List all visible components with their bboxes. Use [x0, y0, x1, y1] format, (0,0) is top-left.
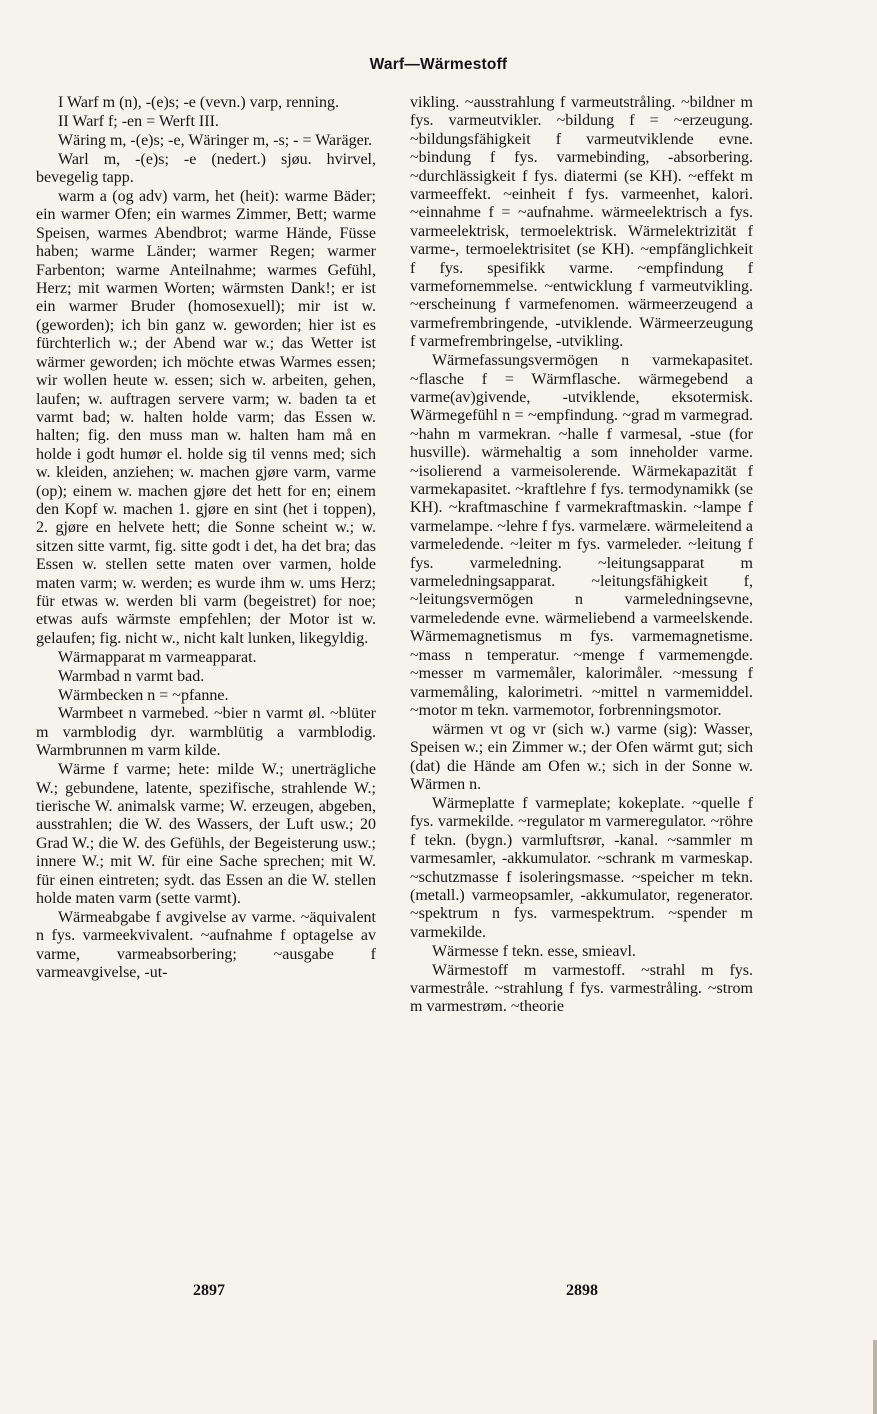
entry-waermen: wärmen vt og vr (sich w.) varme (sig): Wasser, Speisen w.; ein Zimmer w.; der Ofen wärmt gut; sich (dat) die Hände am Ofen w.; sich in der Sonne w. Wärmen n. [410, 720, 753, 794]
page-header-title: Warf—Wärmestoff [369, 56, 508, 73]
entry-warmbecken: Wärmbecken n = ~pfanne. [58, 686, 229, 704]
entry-warmbeet: Warmbeet n varmebed. ~bier n varmt øl. ~blüter m varmblodig dyr. warmblütig a varmblodig. Warmbrunnen m varm kilde. [36, 705, 376, 760]
entry-warl: Warl m, -(e)s; -e (nedert.) sjøu. hvirvel, bevegelig tapp. [36, 150, 376, 187]
entry-warf-2: II Warf f; -en = Werft III. [58, 112, 219, 130]
entry-waermesse: Wärmesse f tekn. esse, smieavl. [432, 942, 636, 960]
entry-warm: warm a (og adv) varm, het (heit): warme Bäder; ein warmer Ofen; ein warmes Zimmer, Bett; warme Speisen, warmes Abendbrot; warme Hände, Füsse haben; warme Länder; warmer Regen; warmer Farbenton; warme Anteilnahme; warmes Gefühl, Herz; mit warmen Worten; wärmsten Dank!; er ist ein warmer Bruder (homosexuell); mir ist w. (geworden); ich bin ganz w. geworden; hier ist es fürchterlich w.; der Abend war w.; das Wetter ist wärmer geworden; ich möchte etwas Warmes essen; wir wollen heute w. essen; sich w. arbeiten, gehen, laufen; w. auftragen servere varm; w. baden ta et varmt bad; w. halten holde varm; das Essen w. halten; fig. den muss man w. halten ham må en holde i godt humør el. holde sig til venns med; sich w. kleiden, anziehen; w. machen gjøre varm, varme (op); einem w. machen gjøre det hett for en; einem den Kopf w. machen 1. gjøre en sint (het i toppen), 2. gjøre en helvete hett; die Sonne scheint w.; w. sitzen sitte varmt, fig. sitte godt i det, ha det bra; das Essen w. stellen sette maten over varmen, holde maten varm; w. werden; es wurde ihm w. ums Herz; für etwas w. werden bli varm (begeistret) for noe; etwas aufs wärmste empfehlen; der Motor ist w. gelaufen; fig. nicht w., nicht kalt lunken, likegyldig. [36, 188, 376, 647]
page-number-left: 2897 [193, 1282, 225, 1299]
left-column [36, 94, 376, 983]
page-number-right: 2898 [566, 1282, 598, 1299]
entry-continuation: vikling. ~ausstrahlung f varmeutstråling. ~bildner m fys. varmeutvikler. ~bildung f = ~erzeugung. ~bildungsfähigkeit f varmeutviklende evne. ~bindung f fys. varmebinding, -absorbering. ~durchlässigkeit f fys. diatermi (se KH). ~effekt m varmeeffekt. ~einheit f fys. varmeenhet, kalori. ~einnahme f = ~aufnahme. wärmeelektrisch a fys. varmeelektrisk, termoelektrisk. Wärmelektrizität f varme-, termoelektrisitet (se KH). ~empfänglichkeit f fys. spesifikk varme. ~empfindung f varmefornemmelse. ~entwicklung f varmeutvikling. ~erscheinung f varmefenomen. wärmeerzeugend a varmefrembringende, -utviklende. Wärmeerzeugung f varmefrembringelse, -utvikling. [410, 94, 753, 351]
entry-warmbad: Warmbad n varmt bad. [58, 667, 205, 685]
entry-waermefassungsvermoegen: Wärmefassungsvermögen n varmekapasitet. ~flasche f = Wärmflasche. wärmegebend a varme(av)givende, -utviklende, eksotermisk. Wärmegefühl n = ~empfindung. ~grad m varmegrad. ~hahn m varmekran. ~halle f varmesal, -stue (for husville). wärmehaltig a som inneholder varme. ~isolierend a varmeisolerende. Wärmekapazität f varmekapasitet. ~kraftlehre f fys. termodynamikk (se KH). ~kraftmaschine f varmekraftmaskin. ~lampe f varmelampe. ~lehre f fys. varmelære. wärmeleitend a varmeledende. ~leiter m fys. varmeleder. ~leitung f fys. varmeledning. ~leitungsapparat m varmeledningsapparat. ~leitungsfähigkeit f, ~leitungsvermögen n varmeledningsevne, varmeledende evne. wärmeliebend a varmeelskende. Wärmemagnetismus m fys. varmemagnetisme. ~mass n temperatur. ~menge f varmemengde. ~messer m varmemåler, kalorimåler. ~messung f varmemåling, kalorimetri. ~mittel n varmemiddel. ~motor m tekn. varmemotor, forbrenningsmotor. [410, 352, 753, 719]
entry-waerme: Wärme f varme; hete: milde W.; unerträgliche W.; gebundene, latente, spezifische, strahlende W.; tierische W. animalsk varme; W. erzeugen, abgeben, ausstrahlen; die W. des Wassers, der Luft usw.; 20 Grad W.; die W. des Gefühls, der Begeisterung usw.; innere W.; mit W. für eine Sache sprechen; mit W. für einen eintreten; sydt. das Essen an die W. stellen holde maten varm (sette varmt). [36, 761, 376, 907]
page-edge-divider [873, 1340, 877, 1414]
entry-waermeplatte: Wärmeplatte f varmeplate; kokeplate. ~quelle f fys. varmekilde. ~regulator m varmeregulator. ~röhre f tekn. (bygn.) varmluftsrør, -kanal. ~sammler m varmesamler, -akkumulator. ~schrank m varmeskap. ~schutzmasse f isoleringsmasse. ~speicher m tekn. (metall.) varmeopsamler, -akkumulator, regenerator. ~spektrum n fys. varmespektrum. ~spender m varmekilde. [410, 794, 753, 941]
entry-waring: Wäring m, -(e)s; -e, Wäringer m, -s; - = Waräger. [58, 131, 373, 149]
entry-warf-1: I Warf m (n), -(e)s; -e (vevn.) varp, renning. [58, 94, 339, 111]
entry-waermestoff: Wärmestoff m varmestoff. ~strahl m fys. varmestråle. ~strahlung f fys. varmestråling. ~strom m varmestrøm. ~theorie [410, 961, 753, 1016]
entry-waermeabgabe: Wärmeabgabe f avgivelse av varme. ~äquivalent n fys. varmeekvivalent. ~aufnahme f optagelse av varme, varmeabsorbering; ~ausgabe f varmeavgivelse, -ut- [36, 908, 376, 982]
entry-warmapparat: Wärmapparat m varmeapparat. [58, 648, 257, 666]
right-column [410, 94, 753, 1017]
